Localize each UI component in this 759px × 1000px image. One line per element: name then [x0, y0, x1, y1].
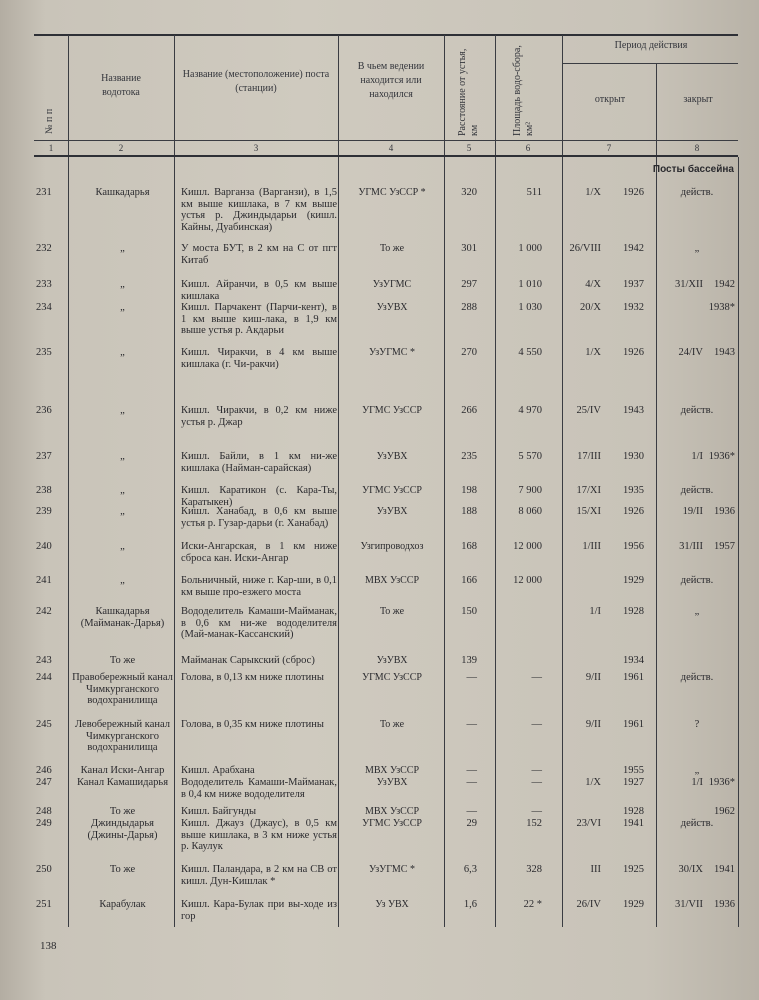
- row-close-year: 1936: [714, 899, 735, 910]
- row-open-year: 1928: [623, 606, 644, 617]
- row-area: —: [531, 672, 542, 683]
- row-open-date: 26/IV: [576, 899, 601, 910]
- row-department: УзУГМС: [372, 279, 412, 290]
- row-close-year: 1943: [714, 347, 735, 358]
- row-open-date: 25/IV: [576, 405, 601, 416]
- row-post: Кишл. Варганза (Варганзи), в 1,5 км выше кишлака, в 7 км выше устья р. Джиндыдарьи (кишл. Кайны, Дуабинская): [181, 187, 337, 233]
- row-number: 246: [36, 765, 52, 776]
- row-post: Кишл. Парчакент (Парчи-кент), в 1 км выше киш-лака, в 1,9 км выше устья р. Акдарьи: [181, 302, 337, 336]
- row-number: 242: [36, 606, 52, 617]
- row-number: 249: [36, 818, 52, 829]
- row-watercourse: То же: [109, 864, 136, 875]
- row-area: 1 010: [518, 279, 542, 290]
- row-department: УГМС УзССР: [362, 405, 422, 416]
- row-watercourse: Канал Иски-Ангар: [80, 765, 165, 776]
- row-area: 152: [526, 818, 542, 829]
- row-open-year: 1929: [623, 899, 644, 910]
- row-number: 248: [36, 806, 52, 817]
- row-distance: —: [466, 765, 477, 776]
- row-open-year: 1932: [623, 302, 644, 313]
- row-close-year: 1941: [714, 864, 735, 875]
- row-number: 237: [36, 451, 52, 462]
- row-distance: 150: [461, 606, 477, 617]
- row-open-year: 1937: [623, 279, 644, 290]
- row-open-year: 1955: [623, 765, 644, 776]
- row-open-year: 1927: [623, 777, 644, 788]
- row-distance: 301: [461, 243, 477, 254]
- row-area: 12 000: [513, 575, 542, 586]
- row-open-date: 1/I: [589, 606, 601, 617]
- row-open-date: 1/III: [582, 541, 601, 552]
- row-number: 235: [36, 347, 52, 358]
- row-close-status: „: [694, 606, 700, 617]
- row-number: 240: [36, 541, 52, 552]
- col-number: 4: [388, 143, 394, 153]
- row-area: 328: [526, 864, 542, 875]
- row-area: 4 970: [518, 405, 542, 416]
- row-department: То же: [379, 719, 405, 730]
- row-watercourse: „: [120, 279, 125, 290]
- row-department: УзУГМС *: [369, 347, 415, 358]
- row-distance: 320: [461, 187, 477, 198]
- row-area: 4 550: [518, 347, 542, 358]
- row-watercourse: Карабулак: [99, 899, 146, 910]
- row-watercourse: Левобережный канал Чимкурганского водохранилища: [74, 719, 170, 753]
- row-number: 243: [36, 655, 52, 666]
- row-area: —: [531, 765, 542, 776]
- row-post: Вододелитель Камаши-Майманак, в 0,4 км ниже вододелителя: [181, 777, 337, 800]
- col-number: 2: [118, 143, 124, 153]
- row-number: 241: [36, 575, 52, 586]
- row-number: 238: [36, 485, 52, 496]
- row-open-date: 26/VIII: [569, 243, 601, 254]
- row-watercourse: „: [120, 243, 125, 254]
- period-divider-rule: [562, 63, 738, 64]
- row-close-year: 1936*: [708, 451, 735, 462]
- row-department: То же: [379, 606, 405, 617]
- row-department: УГМС УзССР: [362, 485, 422, 496]
- row-post: Кишл. Каратикон (с. Кара-Ты, Каратыкен): [181, 485, 337, 508]
- row-close-year: 1936*: [708, 777, 735, 788]
- row-number: 233: [36, 279, 52, 290]
- row-distance: 288: [461, 302, 477, 313]
- row-post: У моста БУТ, в 2 км на С от пгт Китаб: [181, 243, 337, 266]
- row-open-date: 1/X: [585, 187, 601, 198]
- row-department: МВХ УзССР: [364, 575, 420, 586]
- row-number: 231: [36, 187, 52, 198]
- row-number: 244: [36, 672, 52, 683]
- col-closed-header: закрыт: [683, 94, 713, 105]
- row-open-date: 17/III: [577, 451, 601, 462]
- row-distance: 266: [461, 405, 477, 416]
- body-vline: [738, 157, 739, 927]
- row-distance: 198: [461, 485, 477, 496]
- header-vline: [444, 35, 445, 155]
- row-close-status: действ.: [680, 575, 714, 586]
- row-open-date: 1/X: [585, 777, 601, 788]
- row-watercourse: „: [120, 575, 125, 586]
- row-department: МВХ УзССР: [364, 806, 420, 817]
- row-watercourse: Джиндыдарья (Джины-Дарья): [87, 818, 158, 841]
- row-close-date: 19/II: [682, 506, 703, 517]
- body-vline: [68, 157, 69, 927]
- col-distance-header: Расстояние от устья, км: [457, 48, 480, 136]
- row-department: УзУВХ: [376, 302, 408, 313]
- row-close-date: 31/XII: [675, 279, 703, 290]
- row-open-year: 1961: [623, 672, 644, 683]
- row-close-date: 31/VII: [675, 899, 703, 910]
- row-area: 12 000: [513, 541, 542, 552]
- row-close-status: действ.: [680, 485, 714, 496]
- row-number: 251: [36, 899, 52, 910]
- col-number: 5: [466, 143, 472, 153]
- row-department: УзУВХ: [376, 655, 408, 666]
- row-distance: 168: [461, 541, 477, 552]
- col-number: 3: [253, 143, 259, 153]
- row-distance: —: [466, 777, 477, 788]
- row-post: Кишл. Байгунды: [181, 806, 257, 817]
- row-watercourse: „: [120, 451, 125, 462]
- row-distance: 29: [466, 818, 477, 829]
- page-number: 138: [40, 940, 57, 952]
- row-close-date: 24/IV: [678, 347, 703, 358]
- row-open-year: 1926: [623, 187, 644, 198]
- row-post: Кишл. Паландара, в 2 км на СВ от кишл. Дун-Кишлак *: [181, 864, 337, 887]
- col-number: 1: [48, 143, 54, 153]
- header-top-rule: [34, 34, 738, 36]
- row-open-year: 1935: [623, 485, 644, 496]
- row-post: Кишл. Чиракчи, в 4 км выше кишлака (г. Чи-ракчи): [181, 347, 337, 370]
- col-period-header: Период действия: [614, 40, 688, 51]
- row-open-date: 4/X: [585, 279, 601, 290]
- row-watercourse: „: [120, 302, 125, 313]
- row-department: УГМС УзССР *: [358, 187, 426, 198]
- row-open-date: 23/VI: [576, 818, 601, 829]
- row-close-year: 1957: [714, 541, 735, 552]
- header-bottom-rule: [34, 140, 738, 141]
- row-open-year: 1956: [623, 541, 644, 552]
- col-no-header: № п п: [44, 108, 55, 134]
- header-vline: [656, 64, 657, 155]
- row-open-date: 15/XI: [576, 506, 601, 517]
- row-open-year: 1941: [623, 818, 644, 829]
- row-post: Голова, в 0,13 км ниже плотины: [181, 672, 324, 683]
- row-close-date: 1/I: [691, 777, 703, 788]
- row-department: Узгипроводхоз: [360, 541, 424, 552]
- body-vline: [338, 157, 339, 927]
- row-watercourse: Кашкадарья: [95, 187, 150, 198]
- row-watercourse: То же: [109, 806, 136, 817]
- col-number: 6: [525, 143, 531, 153]
- row-open-year: 1930: [623, 451, 644, 462]
- row-department: УзУВХ: [376, 451, 408, 462]
- row-open-date: 1/X: [585, 347, 601, 358]
- row-open-year: 1942: [623, 243, 644, 254]
- row-department: УзУГМС *: [369, 864, 415, 875]
- row-number: 250: [36, 864, 52, 875]
- row-department: УзУВХ: [376, 506, 408, 517]
- row-watercourse: Правобережный канал Чимкурганского водохранилища: [72, 672, 173, 706]
- col-area-header: Площадь водо-сбора, км²: [512, 45, 535, 136]
- row-distance: 1,6: [463, 899, 477, 910]
- row-department: То же: [379, 243, 405, 254]
- row-post: Иски-Ангарская, в 1 км ниже сброса кан. Иски-Ангар: [181, 541, 337, 564]
- row-watercourse: Канал Камашидарья: [76, 777, 169, 788]
- row-watercourse: „: [120, 541, 125, 552]
- row-distance: —: [466, 672, 477, 683]
- header-vline: [68, 35, 69, 155]
- row-watercourse: „: [120, 506, 125, 517]
- header-vline: [495, 35, 496, 155]
- body-vline: [495, 157, 496, 927]
- row-number: 245: [36, 719, 52, 730]
- row-department: МВХ УзССР: [364, 765, 420, 776]
- row-close-status: „: [694, 243, 700, 254]
- row-watercourse: То же: [109, 655, 136, 666]
- row-area: 8 060: [518, 506, 542, 517]
- row-open-year: 1929: [623, 575, 644, 586]
- row-distance: 139: [461, 655, 477, 666]
- row-post: Кишл. Арабхана: [181, 765, 255, 776]
- row-close-year: 1938*: [708, 302, 735, 313]
- row-close-status: „: [694, 765, 700, 776]
- row-watercourse: „: [120, 485, 125, 496]
- row-open-year: 1925: [623, 864, 644, 875]
- row-close-year: 1942: [714, 279, 735, 290]
- row-area: 1 030: [518, 302, 542, 313]
- row-post: Кишл. Ханабад, в 0,6 км выше устья р. Гузар-дарьи (г. Ханабад): [181, 506, 337, 529]
- row-close-status: действ.: [680, 405, 714, 416]
- row-post: Майманак Сарыкский (сброс): [181, 655, 315, 666]
- row-close-status: действ.: [680, 818, 714, 829]
- row-open-year: 1943: [623, 405, 644, 416]
- row-area: 7 900: [518, 485, 542, 496]
- row-distance: 235: [461, 451, 477, 462]
- row-distance: 270: [461, 347, 477, 358]
- col-number: 7: [606, 143, 612, 153]
- row-close-status: действ.: [680, 672, 714, 683]
- row-area: —: [531, 806, 542, 817]
- row-close-date: 1/I: [691, 451, 703, 462]
- row-open-year: 1934: [623, 655, 644, 666]
- row-post: Кишл. Джауз (Джаус), в 0,5 км выше кишлака, в 3 км ниже устья р. Каулук: [181, 818, 337, 852]
- row-watercourse: „: [120, 405, 125, 416]
- row-department: УГМС УзССР: [362, 818, 422, 829]
- row-open-date: 9/II: [585, 672, 601, 683]
- row-number: 247: [36, 777, 52, 788]
- row-post: Кишл. Айранчи, в 0,5 км выше кишлака: [181, 279, 337, 302]
- row-watercourse: Кашкадарья (Майманак-Дарья): [80, 606, 165, 629]
- row-distance: 297: [461, 279, 477, 290]
- row-open-year: 1926: [623, 347, 644, 358]
- row-area: 22 *: [523, 899, 542, 910]
- row-close-status: ?: [694, 719, 700, 730]
- col-department-header: В чьем ведении находится или находился: [357, 61, 425, 100]
- row-close-date: 31/III: [679, 541, 703, 552]
- row-post: Больничный, ниже г. Кар-ши, в 0,1 км выше про-езжего моста: [181, 575, 337, 598]
- row-department: УзУВХ: [376, 777, 408, 788]
- row-close-date: 30/IX: [678, 864, 703, 875]
- row-distance: —: [466, 806, 477, 817]
- row-distance: 188: [461, 506, 477, 517]
- row-department: Уз УВХ: [375, 899, 409, 910]
- row-distance: —: [466, 719, 477, 730]
- row-number: 236: [36, 405, 52, 416]
- row-open-date: 9/II: [585, 719, 601, 730]
- row-area: —: [531, 719, 542, 730]
- row-post: Голова, в 0,35 км ниже плотины: [181, 719, 324, 730]
- row-open-year: 1961: [623, 719, 644, 730]
- col-opened-header: открыт: [594, 94, 626, 105]
- row-close-status: действ.: [680, 187, 714, 198]
- row-area: 1 000: [518, 243, 542, 254]
- row-open-year: 1926: [623, 506, 644, 517]
- row-post: Кишл. Чиракчи, в 0,2 км ниже устья р. Джар: [181, 405, 337, 428]
- col-post-header: Название (местоположение) поста (станции): [182, 69, 330, 94]
- row-watercourse: „: [120, 347, 125, 358]
- basin-title: Посты бассейна: [652, 164, 734, 175]
- row-number: 232: [36, 243, 52, 254]
- row-post: Кишл. Байли, в 1 км ни-же кишлака (Найман-сарайская): [181, 451, 337, 474]
- row-distance: 166: [461, 575, 477, 586]
- row-close-year: 1962: [714, 806, 735, 817]
- row-distance: 6,3: [463, 864, 477, 875]
- header-vline: [338, 35, 339, 155]
- row-number: 239: [36, 506, 52, 517]
- row-area: 5 570: [518, 451, 542, 462]
- row-post: Вододелитель Камаши-Майманак, в 0,6 км ни-же вододелителя (Май-манак-Кассанский): [181, 606, 337, 640]
- row-open-year: 1928: [623, 806, 644, 817]
- header-vline: [562, 35, 563, 155]
- header-vline: [174, 35, 175, 155]
- row-area: 511: [526, 187, 542, 198]
- row-number: 234: [36, 302, 52, 313]
- row-open-date: 17/XI: [576, 485, 601, 496]
- row-area: —: [531, 777, 542, 788]
- row-open-date: III: [590, 864, 601, 875]
- col-number: 8: [694, 143, 700, 153]
- numbers-bottom-rule: [34, 155, 738, 157]
- row-post: Кишл. Кара-Булак при вы-ходе из гор: [181, 899, 337, 922]
- row-close-year: 1936: [714, 506, 735, 517]
- row-department: УГМС УзССР: [362, 672, 422, 683]
- row-open-date: 20/X: [580, 302, 601, 313]
- col-watercourse-header: Название водотока: [101, 73, 141, 98]
